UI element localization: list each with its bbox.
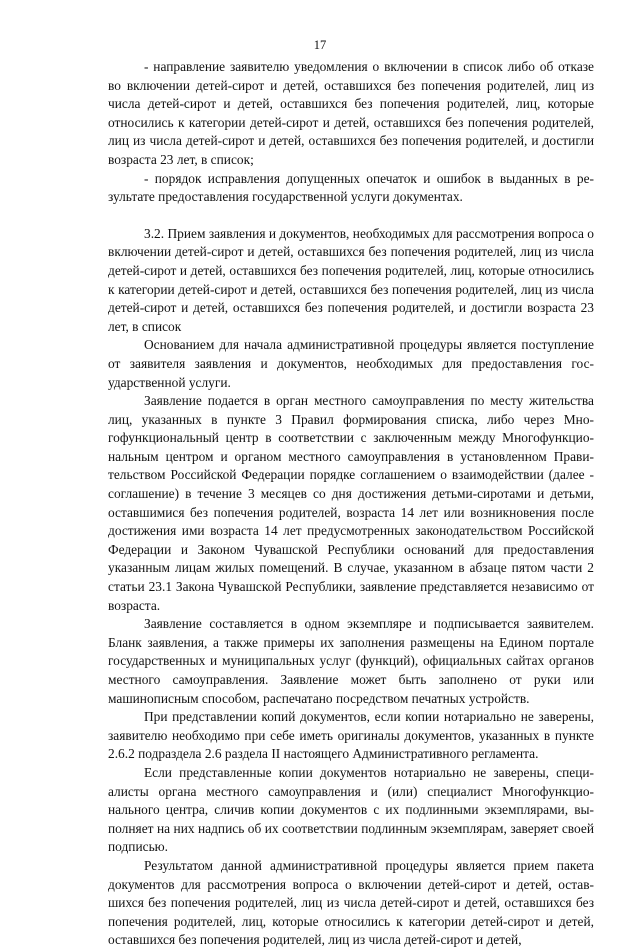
paragraph-procedure-basis: Основанием для начала административной процедуры является поступление от заявителя заявления и документов, необходимых для предоставления государственной услуги. (108, 337, 594, 390)
paragraph-copy-certification: Если представленные копии документов нотариально не заверены, специалисты органа местного самоуправления и (или) специалист Многофункционального центра, сличив копии документов с их подлинными экземплярами, выполняет на них надпись об их соответствии подлинным экземплярам, заверяет своей подписью. (108, 764, 594, 855)
paragraph-application-form: Заявление составляется в одном экземпляре и подписывается заявителем. Бланк заявления, а также примеры их заполнения размещены на Едином портале государственных и муниципальных услуг (функций), официальных сайтах органов местного самоуправления. Заявление может быть заполнено от руки или машинописным способом, распечатано посредством печатных устройств. (108, 616, 594, 706)
paragraph-correction-item: - порядок исправления допущенных опечаток и ошибок в выданных в результате предоставления государственной услуги документах. (108, 170, 594, 205)
paragraph-section-3-2-heading: 3.2. Прием заявления и документов, необходимых для рассмотрения вопроса о включении детей-сирот и детей, оставшихся без попечения родителей, лиц из числа детей-сирот и детей, оставшихся без попечения родителей, лиц, которые относились к категории детей-сирот и детей, оставшихся без попечения родителей, лиц из числа детей-сирот и детей, оставшихся без попечения родителей, и достигли возраста 23 лет, в список (108, 225, 594, 334)
page-number: 17 (313, 38, 327, 52)
paragraph-notification-item: - направление заявителю уведомления о включении в список либо об отказе во включении детей-сирот и детей, оставшихся без попечения родителей, лиц из числа детей-сирот и детей, оставшихся без попечения родителей, лиц, которые относились к категории детей-сирот и детей, оставшихся без попечения родителей, лиц из числа детей-сирот и детей, оставшихся без попечения родителей, и достигли возраста 23 лет, в список; (108, 59, 594, 167)
paragraph-document-copies: При представлении копий документов, если копии нотариально не заверены, заявителю необходимо при себе иметь оригиналы документов, указанных в пункте 2.6.2 подраздела 2.6 раздела II настоящего Административного регламента. (108, 709, 594, 762)
document-body (108, 58, 594, 950)
paragraph-procedure-result: Результатом данной административной процедуры является прием пакета документов для рассмотрения вопроса о включении детей-сирот и детей, оставшихся без попечения родителей, лиц из числа детей-сирот и детей, оставшихся без попечения родителей, лиц, которые относились к категории детей-сирот и детей, оставшихся без попечения родителей, лиц из числа детей-сирот и детей, (108, 857, 594, 948)
paragraph-application-submission: Заявление подается в орган местного самоуправления по месту жительства лиц, указанных в пункте 3 Правил формирования списка, либо через Многофункциональный центр в соответствии с заключенным между Многофункциональным центром и органом местного самоуправления в установленном Правительством Российской Федерации порядке соглашением о взаимодействии (далее - соглашение) в течение 3 месяцев со дня достижения детьми-сиротами и детьми, оставшимися без попечения родителей, возраста 14 лет или возникновения после достижения ими возраста 14 лет предусмотренных законодательством Российской Федерации и Законом Чувашской Республики оснований для предоставления указанным лицам жилых помещений. В случае, указанном в абзаце пятом части 2 статьи 23.1 Закона Чувашской Республики, заявление представляется независимо от возраста. (108, 393, 594, 613)
section-gap (108, 207, 594, 225)
